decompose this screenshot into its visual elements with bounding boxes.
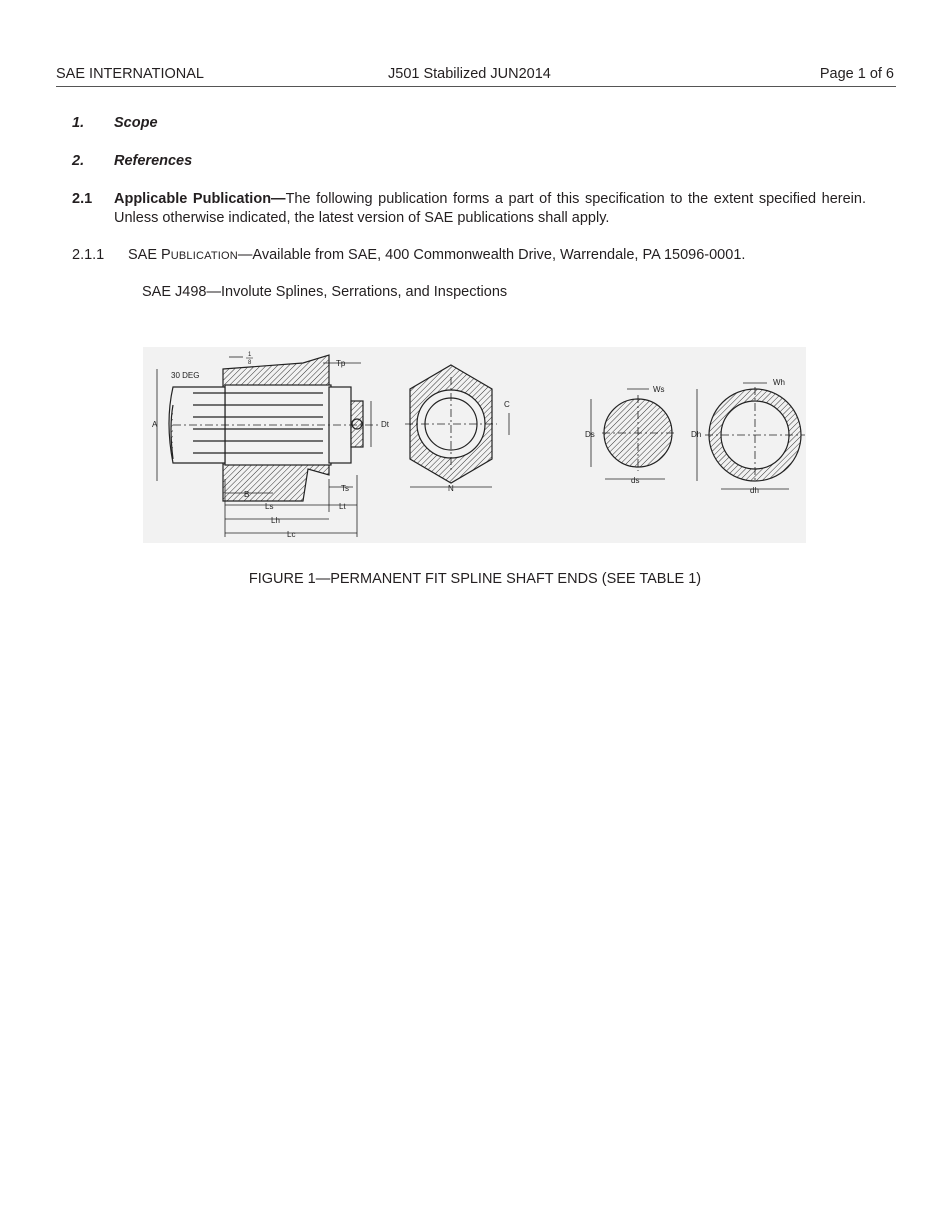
- paragraph-2-1-1: [72, 246, 872, 266]
- paragraph-2-1: [72, 190, 866, 228]
- reference-sae-j498: SAE J498—Involute Splines, Serrations, and Inspections: [142, 284, 508, 300]
- label-angle: 30 DEG: [171, 371, 200, 380]
- section-number: 1.: [72, 115, 85, 131]
- label-lt: Lt: [339, 502, 346, 511]
- paragraph-lead: Applicable Publication—: [114, 191, 286, 207]
- paragraph-text: —Available from SAE, 400 Commonwealth Drive, Warrendale, PA 15096-0001.: [237, 247, 746, 263]
- label-wh: Wh: [773, 378, 785, 387]
- label-c: C: [504, 400, 510, 409]
- publication-smallcaps: UBLICATION: [170, 250, 238, 262]
- label-tp: Tp: [336, 359, 346, 368]
- header-org: SAE INTERNATIONAL: [56, 66, 204, 82]
- section-number: 2.: [72, 153, 85, 169]
- label-ws: Ws: [653, 385, 665, 394]
- label-fraction-numerator: 1: [248, 352, 252, 358]
- label-n: N: [448, 484, 454, 493]
- label-dt: Dt: [381, 420, 389, 429]
- label-a: A: [152, 420, 158, 429]
- header-doc-id: J501 Stabilized JUN2014: [388, 66, 551, 82]
- paragraph-number: 2.1: [72, 191, 93, 207]
- figure-spline-shaft-ends: [143, 347, 806, 543]
- section-title: References: [114, 153, 193, 169]
- figure-caption: FIGURE 1—PERMANENT FIT SPLINE SHAFT ENDS (SEE TABLE 1): [248, 571, 702, 587]
- header-page-number: Page 1 of 6: [819, 66, 894, 82]
- paragraph-text: The following publication forms a part of this specification to the extent specified herein. Unless otherwise indicated, the latest version of SAE publications shall apply.: [114, 191, 867, 226]
- publication-prefix: SAE P: [128, 247, 171, 263]
- label-ds-major: Ds: [585, 430, 595, 439]
- label-lc: Lc: [287, 530, 296, 539]
- label-ds-minor: ds: [631, 476, 640, 485]
- label-dh-major: Dh: [691, 430, 702, 439]
- header-rule: [56, 86, 896, 87]
- label-fraction-denominator: 8: [248, 360, 252, 366]
- section-title: Scope: [114, 115, 158, 131]
- label-b: B: [244, 490, 250, 499]
- label-dh-minor: dh: [750, 486, 759, 495]
- label-ts: Ts: [341, 484, 349, 493]
- spline-drawing: [143, 347, 806, 543]
- paragraph-number: 2.1.1: [72, 247, 105, 263]
- label-lh: Lh: [271, 516, 280, 525]
- label-ls: Ls: [265, 502, 274, 511]
